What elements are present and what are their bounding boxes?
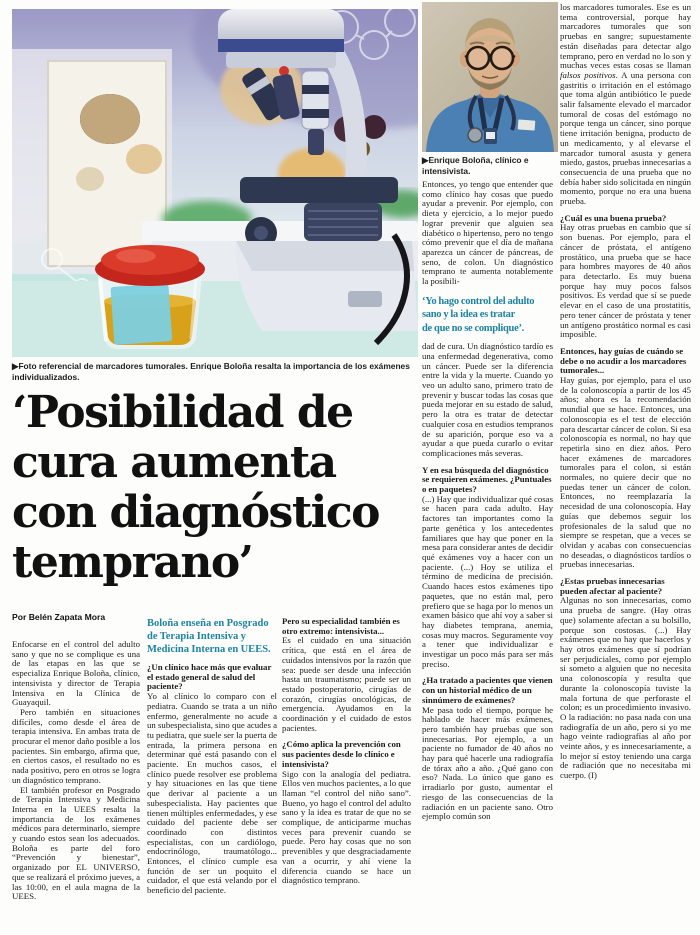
article-paragraph: Enfocarse en el control del adulto sano y que no se complique es una de las etapas en las que se especializa Enrique Boloña, clínico, intensivista y director de Terapia Intensiva en la Clínica de Guayaquil. xyxy=(12,639,140,708)
pull-quote-line: de que no se complique’. xyxy=(422,322,524,334)
interview-answer: Yo al clínico lo comparo con el pediatra. Cuando se trata a un niño enfermo, generalmente no acude a un subespecialista, sino que acudes a tu pediatra, que suele ser la puerta de entrada, la primera persona en determinar qué está pasando con el paciente. En muchos casos, el clínico puede resolver ese problema y hay situaciones en las que tiene que derivar al paciente a un subespecialista. Hay pacientes que tienen múltiples enfermedades, y ese cuidado del paciente debe ser coordinado con distintos especialistas, con un cardiólogo, endocrinólogo, traumatólogo... Entonces, el clínico cumple esa función de ser un poquito el cuidador, el que está velando por el beneficio del paciente. xyxy=(147,691,277,896)
article-paragraph: El también profesor en Posgrado de Terapia Intensiva y Medicina Interna en la UEES resalta la importancia de los exámenes médicos para determinarlo, siempre y cuando estos sean los adecuados. Boloña es parte del foro “Prevención y bienestar”, organizado por EL UNIVERSO, que se realizará el próximo jueves, a las 10:00, en el aula magna de la UEES. xyxy=(12,784,140,902)
interview-answer: (...) Hay que individualizar qué cosas se hacen para cada adulto. Hay factores tan importantes como la parte genética y los antecedentes familiares que hay que poner en la mesa para considerar antes de decidir qué exámenes voy a hacer con un paciente. (...) Hoy se utiliza el término de medicina de precisión. Cuando haces estos exámenes tipo paquetes, que no están mal, pero prefiero que se haga por lo menos un examen básico que ahí voy a saber si hay diabetes temprana, anemia, cosas muy macros. Seguramente voy a tener que individualizar e investigar un poco más para ser más preciso. xyxy=(422,493,553,669)
interview-question: ¿Cuál es una buena prueba? xyxy=(560,212,667,223)
interview-answer: Es el cuidado en una situación crítica, que está en el área de cuidados intensivos por la razón que sea: puede ser desde una infección hasta un traumatismo; puede ser un estado postoperatorio, cirugías de corazón, cirugías oncológicas, de emergencia. Ayudamos en la coordinación y el cuidado de estos pacientes. xyxy=(282,635,411,733)
paragraph-text: los marcadores tumorales. Ese es un tema controversial, porque hay marcadores tumorales que son pruebas en sangre; supuestamente están diseñadas para detectar algo temprano, pero en verdad no lo son y muchas veces estas cosas se llaman xyxy=(560,2,691,71)
interview-question: Pero su especialidad también es otro extremo: intensivista... xyxy=(282,616,400,636)
headline-line-4: temprano’ xyxy=(12,537,253,588)
specimen-jar-illustration xyxy=(95,245,205,349)
doctor-photo xyxy=(422,2,558,152)
headline-line-3: con diagnóstico xyxy=(12,487,379,538)
italic-term: falsos positivos xyxy=(560,69,616,80)
interview-answer: Me pasa todo el tiempo, porque he hablado de hacer más exámenes, pero también hay pruebas que son innecesarias. Por ejemplo, a un paciente no fumador de 40 años no hay para qué hacerle una radiografía de tórax año a año. ¿Qué gano con eso? Nada. Lo único que gano es irradiarlo por gusto, aumentar el riesgo de las consecuencias de la radiación en un paciente sano. Otro ejemplo común son xyxy=(422,704,553,822)
pull-quote-line: ‘Yo hago control del adulto xyxy=(422,295,535,307)
subhead-line: Medicina Interna en UEES. xyxy=(147,644,271,655)
doctor-photo-caption: ▶Enrique Boloña, clínico e intensivista. xyxy=(422,155,529,176)
column-4 xyxy=(422,180,553,822)
column-5 xyxy=(560,3,691,781)
interview-answer: Hay guías, por ejemplo, para el uso de la colonoscopía a partir de los 45 años; ahora es la recomendación mundial que se hace. Entonces, una colonoscopia es el test de elección para descartar cáncer de colon. Si esa colonoscopía es normal, no hay que repetirla sino en diez años. Pero hacer exámenes de marcadores tumorales para el colon, si están normales, no quiere decir que no puedas tener un cáncer de colon. Entonces, no reemplazaría la necesidad de una colonoscopía. Hay guías que debemos seguir los profesionales de la salud que no siempre se respetan, que a veces se olvidan y acabas con consecuencias no deseadas, o diagnósticos tardíos o pruebas innecesarias. xyxy=(560,375,691,570)
headline xyxy=(12,388,418,588)
byline: Por Belén Zapata Mora xyxy=(12,612,106,622)
interview-question: Y en esa búsqueda del diagnóstico se requieren exámenes. ¿Puntuales o en paquetes? xyxy=(422,464,552,495)
lab-photo-caption: ▶Foto referencial de marcadores tumorales. Enrique Boloña resalta la importancia de los exámenes individualizados. xyxy=(12,361,410,382)
interview-question: ¿Cómo aplica la prevención con sus pacientes desde lo clínico e intensivista? xyxy=(282,739,401,769)
interview-answer: Sigo con la analogía del pediatra. Ellos ven muchos pacientes, a lo que llaman “el control del niño sano”. Bueno, yo hago el control del adulto sano y la idea es tratar de que no se complique, de anticiparme muchas veces para prevenir cuando se puede. Pero hay cosas que no son prevenibles y que desgraciadamente van a ocurrir, y ahí viene la diferencia cuando se hace un diagnóstico temprano. xyxy=(282,768,411,886)
article-paragraph: Entonces, yo tengo que entender que como clínico hay cosas que puedo ayudar a prevenir. Por ejemplo, con dieta y ejercicio, a lo mejor puedo lograr prevenir que alguien sea diabético o hipertenso, pero no tengo cómo prevenir que el día de mañana aparezca un cáncer de páncreas, de seno, de colon. Un diagnóstico temprano te aumenta notablemente la posibili- xyxy=(422,179,553,287)
interview-question: Entonces, hay guías de cuándo se debe o no acudir a los marcadores tumorales... xyxy=(560,345,687,376)
interview-question: ¿Estas pruebas innecesarias pueden afectar al paciente? xyxy=(560,576,665,596)
column-2 xyxy=(147,617,277,896)
column-1 xyxy=(12,640,140,902)
paragraph-text: . A una persona con gastritis o irritación en el estómago que toma algún antibiótico le puede salir falsamente elevado el marcador tumoral de cosas del estómago no porque tenga un cáncer, sino porque tiene irritación benigna, producto de un medicamento, y al elevarse el marcador tumoral asusta y genera miedo, gastos, pruebas innecesarias a consecuencia de una prueba que no debía haber sido solicitada en ningún momento, porque no era una buena prueba. xyxy=(560,69,692,207)
pull-quote xyxy=(422,295,553,336)
column-3 xyxy=(282,617,411,886)
interview-answer: Hay otras pruebas en cambio que sí son buenas. Por ejemplo, para el cáncer de próstata, el antígeno prostático, una prueba que se hace para hombres mayores de 40 años para detectarlo. Es muy buena porque hay muy pocos falsos positivos. Es verdad que sí se puede elevar en el caso de una prostatitis, pero tener cáncer de próstata y tener un antígeno prostático normal es casi imposible. xyxy=(560,222,691,340)
lab-photo-illustration xyxy=(12,9,418,357)
subhead-line: Boloña enseña en Posgrado xyxy=(147,618,269,629)
interview-answer: Algunas no son innecesarias, como una prueba de sangre. (Hay otras que) solamente afectan a su bolsillo, porque son costosas. (...) Hay exámenes que no hay que hacerlos y hay otros exámenes que sí podrían ser perjudiciales, como por ejemplo si someto a alguien que no necesita una colonoscopía y resulta que durante la colonoscopía tuviste la mala fortuna de que perforaste el colon; es un procedimiento invasivo. O la radiación: no pasa nada con una radiografía de un año, pero si yo me hago veinte radiografías al año por veinte años, y es innecesariamente, a lo mejor sí estoy teniendo una carga de radiación que no necesitaba mi cuerpo. (I) xyxy=(560,595,691,781)
interview-question: ¿Un clínico hace más que evaluar el estado general de salud del paciente? xyxy=(147,662,272,692)
article-paragraph: Pero también en situaciones difíciles, como desde el área de terapia intensiva. En ambas trata de procurar el menor daño posible a los pacientes. Sin embargo, afirma que, en ciertos casos, el resultado no es nada positivo, pero en otros se logra un diagnóstico temprano. xyxy=(12,706,140,785)
section-subhead xyxy=(147,617,277,656)
interview-question: ¿Ha tratado a pacientes que vienen con un historial médico de un sinnúmero de exámenes? xyxy=(422,675,553,705)
pull-quote-line: sano y la idea es tratar xyxy=(422,309,515,321)
article-paragraph xyxy=(560,3,691,207)
doctor-portrait-illustration xyxy=(422,2,558,152)
subhead-line: de Terapia Intensiva y xyxy=(147,631,246,642)
lab-photo xyxy=(12,9,418,357)
headline-line-2: cura aumenta xyxy=(12,437,336,488)
article-paragraph: dad de cura. Un diagnóstico tardío es una enfermedad degenerativa, como un cáncer. Puede ser la diferencia entre la vida y la muerte. Cuando yo veo un adulto sano, primero trato de prevenir y buscar todas las cosas que pueda mejorar en su estado de salud, pero la otra es tratar de detectar cualquier cosa en estudios tempranos de su aparición, porque eso va a ayudar a que pueda curarlo o evitar complicaciones más severas. xyxy=(422,341,553,458)
headline-line-1: ‘Posibilidad de xyxy=(12,387,353,438)
